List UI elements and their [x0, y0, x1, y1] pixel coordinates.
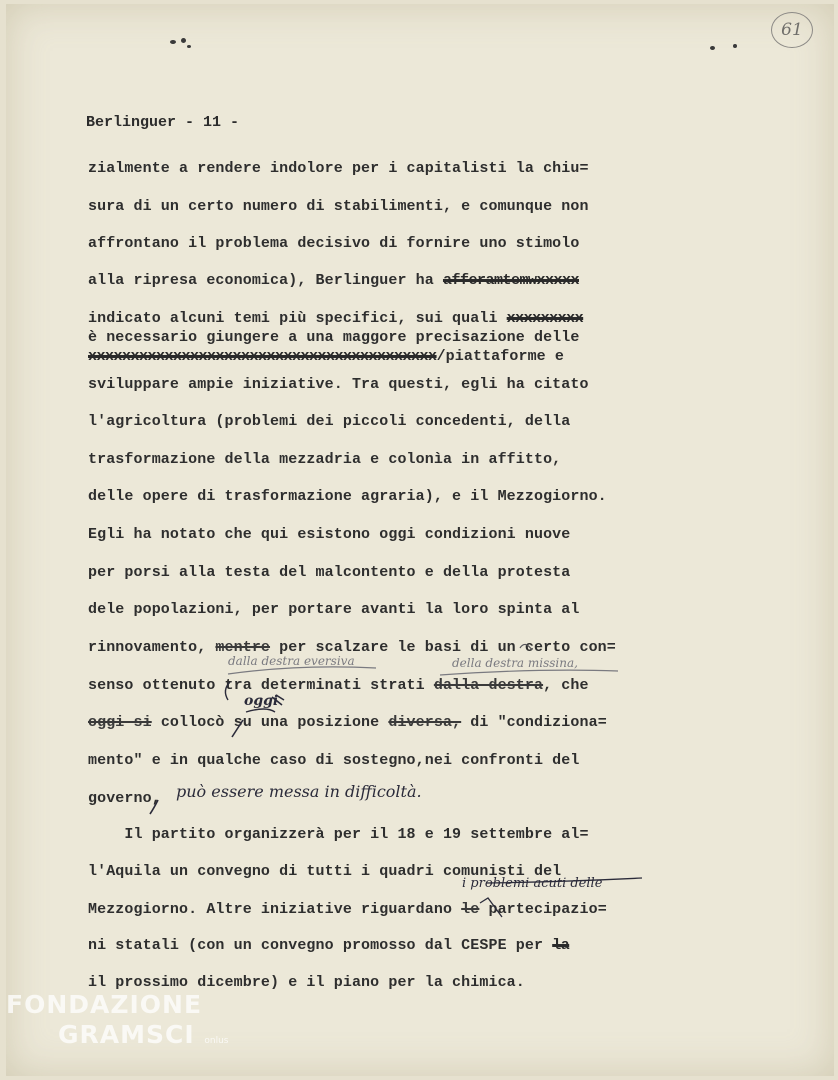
text-line: ni statali (con un convegno promosso dal CESPE per la: [88, 937, 570, 954]
punch-mark: [187, 45, 191, 48]
struck-text: dalla destra: [433, 677, 544, 694]
text-line: zialmente a rendere indolore per i capitalisti la chiu=: [88, 160, 589, 177]
text-line: alla ripresa economica), Berlinguer ha afferamtemwxxxxx: [88, 272, 579, 289]
struck-text: la: [552, 937, 570, 954]
handwritten-note: dalla destra eversiva: [228, 654, 355, 668]
text-line: delle opere di trasformazione agraria), e il Mezzogiorno.: [88, 488, 607, 505]
struck-text: le: [461, 901, 480, 918]
struck-text: xxxxxxxxxxxxxxxxxxxxxxxxxxxxxxxxxxxxxxxxx: [88, 348, 437, 365]
struck-text: afferamtemwxxxxx: [442, 272, 579, 289]
text-line: affrontano il problema decisivo di fornire uno stimolo: [88, 235, 580, 252]
text-line: l'Aquila un convegno di tutti i quadri comunisti del: [88, 863, 562, 880]
handwritten-note: i problemi acuti delle: [462, 876, 603, 891]
text-line: sviluppare ampie iniziative. Tra questi, egli ha citato: [88, 376, 589, 393]
struck-text: xxxxxxxxx: [506, 310, 584, 327]
text-line: Il partito organizzerà per il 18 e 19 settembre al=: [88, 826, 589, 843]
text-line: indicato alcuni temi più specifici, sui quali xxxxxxxxx: [88, 310, 584, 327]
page-header: Berlinguer - 11 -: [86, 114, 240, 131]
handwritten-note: della destra missina,: [452, 656, 578, 670]
page-number: 61: [771, 12, 813, 48]
text-line: sura di un certo numero di stabilimenti, e comunque non: [88, 198, 589, 215]
handwritten-note: può essere messa in difficoltà.: [176, 782, 422, 801]
text-line: xxxxxxxxxxxxxxxxxxxxxxxxxxxxxxxxxxxxxxxxx/piattaforme e: [88, 348, 564, 365]
fondazione-gramsci-watermark: FONDAZIONE GRAMSCI onlus: [6, 990, 229, 1049]
text-line: rinnovamento, mentre per scalzare le basi di un certo con=: [88, 639, 616, 656]
text-line: l'agricoltura (problemi dei piccoli concedenti, della: [88, 413, 571, 430]
punch-mark: [710, 46, 715, 50]
punch-mark: [181, 38, 186, 43]
text-line: dele popolazioni, per portare avanti la loro spinta al: [88, 601, 580, 618]
text-line: mento" e in qualche caso di sostegno,nei confronti del: [88, 752, 580, 769]
punch-mark: [170, 40, 176, 44]
text-line: trasformazione della mezzadria e colonìa in affitto,: [88, 451, 562, 468]
text-line: senso ottenuto tra determinati strati dalla destra, che: [88, 677, 589, 694]
struck-text: mentre: [215, 639, 271, 656]
text-line: Mezzogiorno. Altre iniziative riguardano le partecipazio=: [88, 901, 607, 918]
text-line: il prossimo dicembre) e il piano per la chimica.: [88, 974, 525, 991]
struck-text: diversa,: [388, 714, 462, 731]
struck-text: oggi si: [88, 714, 152, 731]
text-line: è necessario giungere a una maggore precisazione delle: [88, 329, 580, 346]
punch-mark: [733, 44, 737, 48]
text-line: oggi si collocò su una posizione diversa, di "condiziona=: [88, 714, 607, 731]
handwritten-note: oggi: [244, 693, 279, 709]
text-line: Egli ha notato che qui esistono oggi condizioni nuove: [88, 526, 571, 543]
text-line: per porsi alla testa del malcontento e della protesta: [88, 564, 571, 581]
text-line: governo,: [88, 790, 161, 807]
